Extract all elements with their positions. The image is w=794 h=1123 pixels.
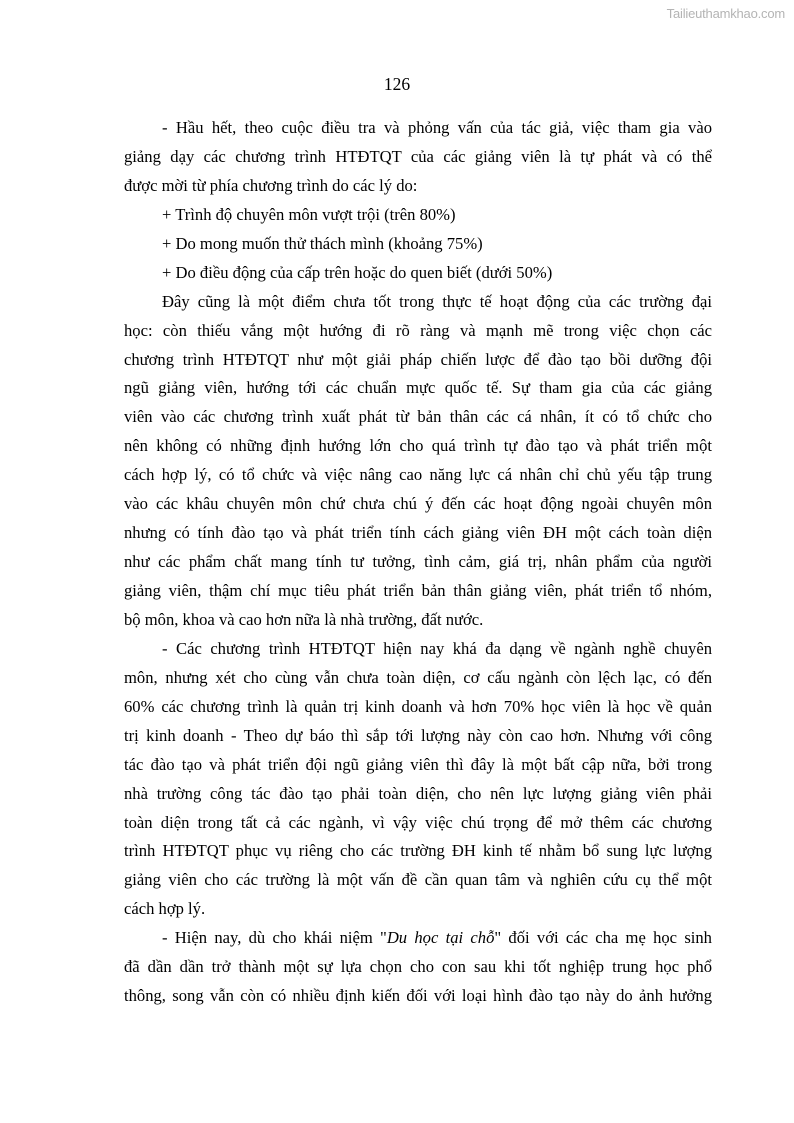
text-line: giảng dạy các chương trình HTĐTQT của các giảng viên là tự phát và có thể xyxy=(124,146,712,166)
text-line: Đây cũng là một điểm chưa tốt trong thực tế hoạt động của các trường đại xyxy=(162,291,712,311)
text-line: nhưng có tính đào tạo và phát triển tính cách giảng viên ĐH một cách toàn diện xyxy=(124,523,712,543)
text-segment: - Hiện nay, dù cho khái niệm " xyxy=(162,928,387,948)
text-line: giảng viên, thậm chí mục tiêu phát triển bản thân giảng viên, phát triển tổ nhóm, xyxy=(124,581,712,600)
text-line: trình HTĐTQT phục vụ riêng cho các trường ĐH kinh tế nhằm bổ sung lực lượng xyxy=(124,841,712,861)
text-line: học: còn thiếu vắng một hướng đi rõ ràng và mạnh mẽ trong việc chọn các xyxy=(124,320,712,340)
text-line: toàn diện trong tất cả các ngành, vì vậy việc chú trọng để mở thêm các chương xyxy=(124,812,712,832)
text-line: viên vào các chương trình xuất phát từ bản thân các cá nhân, ít có tổ chức cho xyxy=(124,407,712,427)
text-line: trị kinh doanh - Theo dự báo thì sắp tới lượng này còn cao hơn. Nhưng với công xyxy=(124,725,712,745)
text-segment: " đối với các cha mẹ học sinh xyxy=(494,928,712,948)
bullet-item: + Do điều động của cấp trên hoặc do quen biết (dưới 50%) xyxy=(162,262,553,282)
text-line: đã dần dần trở thành một sự lựa chọn cho con sau khi tốt nghiệp trung học phổ xyxy=(124,957,712,977)
text-line: - Hầu hết, theo cuộc điều tra và phỏng vấn của tác giả, việc tham gia vào xyxy=(162,118,712,137)
text-line xyxy=(124,924,712,953)
bullet-item: + Trình độ chuyên môn vượt trội (trên 80%) xyxy=(162,204,456,224)
bullet-item: + Do mong muốn thử thách mình (khoảng 75%) xyxy=(162,233,483,253)
text-line: giảng viên cho các trường là một vấn đề cần quan tâm và nghiên cứu cụ thể một xyxy=(124,870,712,890)
text-line: tác đào tạo và phát triển đội ngũ giảng viên thì đây là một bất cập nữa, bởi trong xyxy=(124,754,712,774)
text-line: môn, nhưng xét cho cùng vẫn chưa toàn diện, cơ cấu ngành còn lệch lạc, có đến xyxy=(124,667,712,687)
watermark: Tailieuthamkhao.com xyxy=(666,6,785,21)
text-line: ngũ giảng viên, hướng tới các chuẩn mực quốc tế. Sự tham gia của các giảng xyxy=(124,378,712,398)
text-line: nên không có những định hướng lớn cho quá trình tự đào tạo và phát triển một xyxy=(124,436,712,456)
document-body xyxy=(124,114,712,1011)
text-line: bộ môn, khoa và cao hơn nữa là nhà trường, đất nước. xyxy=(124,609,484,629)
text-line: cách hợp lý. xyxy=(124,899,206,919)
text-line: thông, song vẫn còn có nhiều định kiến đối với loại hình đào tạo này do ảnh hưởng xyxy=(124,986,712,1006)
text-line: chương trình HTĐTQT như một giải pháp chiến lược để đào tạo bồi dưỡng đội xyxy=(124,349,712,369)
text-line: vào các khâu chuyên môn chứ chưa chú ý đến các hoạt động ngoài chuyên môn xyxy=(124,494,712,514)
text-line: cách hợp lý, có tổ chức và việc nâng cao năng lực cá nhân chỉ chủ yếu tập trung xyxy=(124,465,712,485)
text-line: 60% các chương trình là quản trị kinh doanh và hơn 70% học viên là học về quản xyxy=(124,696,712,716)
text-line: nhà trường công tác đào tạo phải toàn diện, cho nên lực lượng giảng viên phải xyxy=(124,783,712,803)
text-line: được mời từ phía chương trình do các lý do: xyxy=(124,175,418,195)
text-line: như các phẩm chất mang tính tư tưởng, tình cảm, giá trị, nhân phẩm của người xyxy=(124,552,712,572)
text-line: - Các chương trình HTĐTQT hiện nay khá đa dạng về ngành nghề chuyên xyxy=(162,638,712,658)
page-number: 126 xyxy=(383,74,411,94)
italic-term: Du học tại chỗ xyxy=(386,928,495,948)
